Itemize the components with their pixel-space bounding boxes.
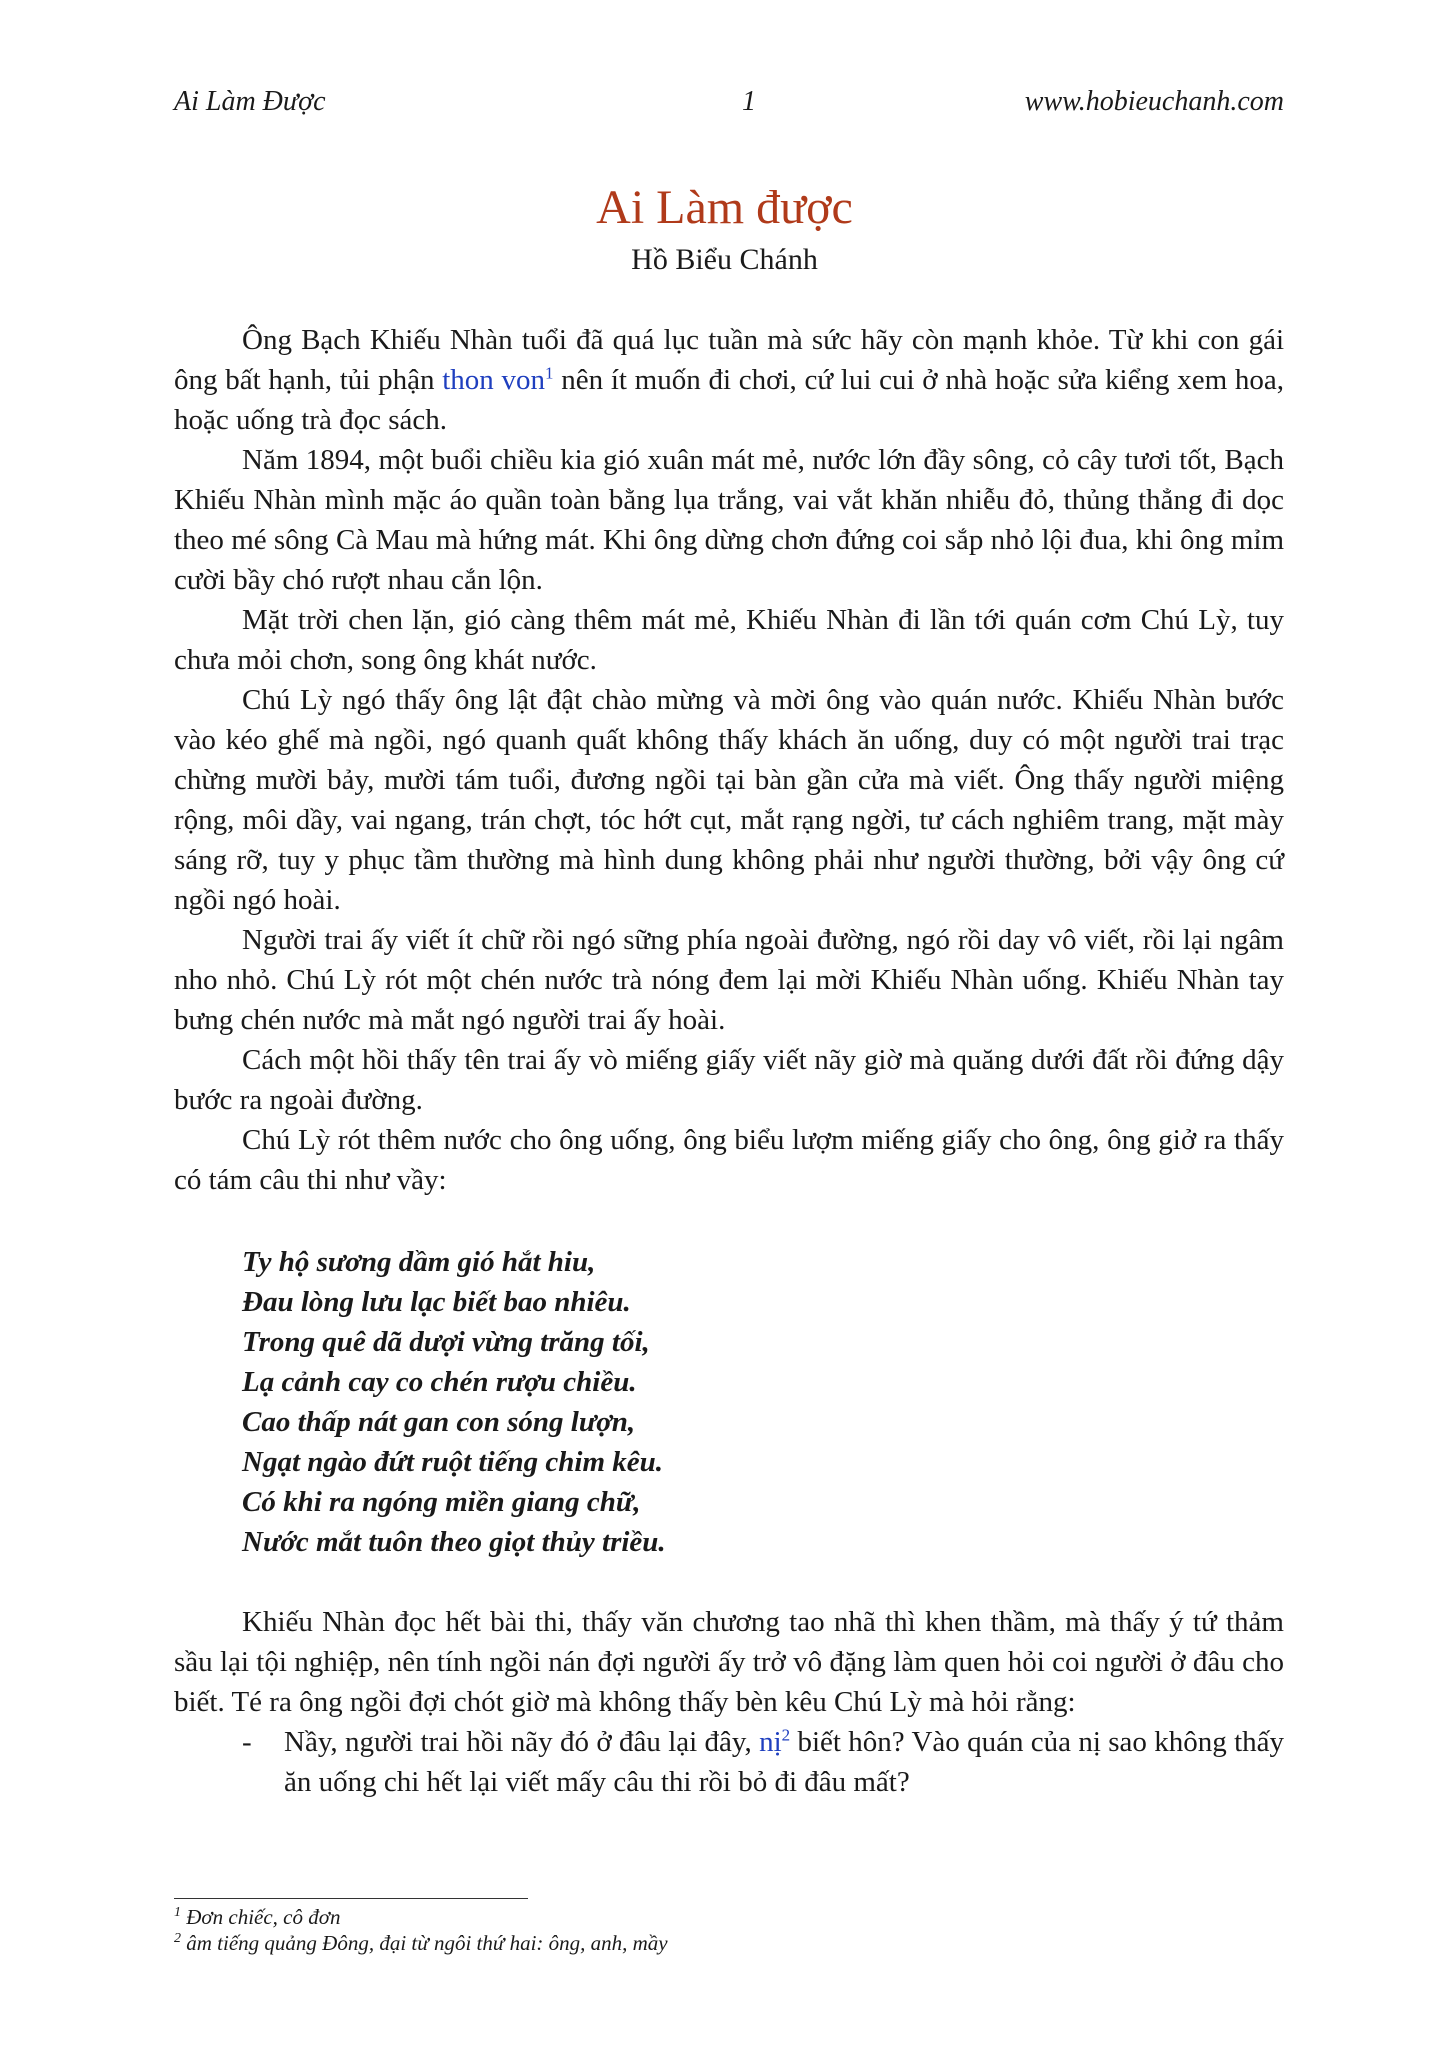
main-text	[174, 320, 1284, 1802]
footnote-mark: 1	[174, 1905, 181, 1920]
running-header	[174, 86, 1284, 122]
paragraph-1	[174, 320, 1284, 440]
poem-line: Lạ cảnh cay co chén rượu chiều.	[242, 1366, 637, 1398]
poem-line: Ty hộ sương dầm gió hắt hiu,	[242, 1246, 596, 1278]
paragraph-3: Mặt trời chen lặn, gió càng thêm mát mẻ, Khiếu Nhàn đi lần tới quán cơm Chú Lỳ, tuy chưa mỏi chơn, song ông khát nước.	[174, 604, 1284, 676]
poem-line: Có khi ra ngóng miền giang chữ,	[242, 1486, 641, 1518]
poem-line: Nước mắt tuôn theo giọt thủy triều.	[242, 1526, 666, 1558]
dialog-line	[174, 1722, 1284, 1802]
poem-line: Trong quê dã dượi vừng trăng tối,	[242, 1326, 650, 1358]
dialog-text-end: biết hôn? Vào quán của nị sao không thấy ăn uống chi hết lại viết mấy câu thi rồi bỏ đi đâu mất?	[284, 1726, 1284, 1798]
footnote-1	[174, 1904, 668, 1930]
poem-line: Ngạt ngào đứt ruột tiếng chim kêu.	[242, 1446, 664, 1478]
dialog-text-start: Nầy, người trai hồi nãy đó ở đâu lại đây,	[284, 1726, 760, 1758]
header-book-title: Ai Làm Được	[174, 86, 326, 117]
paragraph-1-text-end: nên ít muốn đi chơi, cứ lui cui ở nhà hoặc sửa kiểng xem hoa, hoặc uống trà đọc sách.	[174, 364, 1284, 436]
dialog-text	[284, 1722, 1284, 1802]
paragraph-8: Khiếu Nhàn đọc hết bài thi, thấy văn chương tao nhã thì khen thầm, mà thấy ý tứ thảm sầu lại tội nghiệp, nên tính ngồi nán đợi người ấy trở vô đặng làm quen hỏi coi người ở đâu cho biết. Té ra ông ngồi đợi chót giờ mà không thấy bèn kêu Chú Lỳ mà hỏi rằng:	[174, 1606, 1284, 1718]
footnote-text: âm tiếng quảng Đông, đại từ ngôi thứ hai: ông, anh, mầy	[186, 1931, 668, 1955]
poem-line: Đau lòng lưu lạc biết bao nhiêu.	[242, 1286, 631, 1318]
author-name: Hồ Biểu Chánh	[631, 243, 818, 276]
footnote-ref-2[interactable]: 2	[781, 1725, 791, 1745]
book-title: Ai Làm được	[596, 181, 853, 234]
paragraph-5: Người trai ấy viết ít chữ rồi ngó sững phía ngoài đường, ngó rồi day vô viết, rồi lại ngâm nho nhỏ. Chú Lỳ rót một chén nước trà nóng đem lại mời Khiếu Nhàn uống. Khiếu Nhàn tay bưng chén nước mà mắt ngó người trai ấy hoài.	[174, 924, 1284, 1036]
paragraph-2: Năm 1894, một buổi chiều kia gió xuân mát mẻ, nước lớn đầy sông, cỏ cây tươi tốt, Bạch Khiếu Nhàn mình mặc áo quần toàn bằng lụa trắng, vai vắt khăn nhiễu đỏ, thủng thẳng đi dọc theo mé sông Cà Mau mà hứng mát. Khi ông dừng chơn đứng coi sắp nhỏ lội đua, khi ông mỉm cười bầy chó rượt nhau cắn lộn.	[174, 444, 1284, 596]
paragraph-1-text: Ông Bạch Khiếu Nhàn tuổi đã quá lục tuần mà sức hãy còn mạnh khỏe. Từ khi con gái ông bất hạnh, tủi phận	[174, 324, 1284, 396]
footnote-divider	[174, 1898, 528, 1899]
poem	[242, 1242, 1284, 1562]
header-website: www.hobieuchanh.com	[1024, 86, 1284, 117]
footnote-ref-1[interactable]: 1	[544, 363, 554, 383]
page-number: 1	[742, 86, 756, 117]
footnote-text: Đơn chiếc, cô đơn	[186, 1905, 341, 1929]
footnote-mark: 2	[174, 1931, 181, 1946]
footnote-link-thon-von[interactable]: thon von	[442, 364, 545, 396]
footnote-2	[174, 1930, 668, 1956]
footnote-link-ni[interactable]: nị	[759, 1726, 782, 1758]
paragraph-7: Chú Lỳ rót thêm nước cho ông uống, ông biểu lượm miếng giấy cho ông, ông giở ra thấy có tám câu thi như vầy:	[174, 1124, 1284, 1196]
footnotes	[174, 1904, 668, 1956]
poem-line: Cao thấp nát gan con sóng lượn,	[242, 1406, 636, 1438]
paragraph-6: Cách một hồi thấy tên trai ấy vò miếng giấy viết nãy giờ mà quăng dưới đất rồi đứng dậy bước ra ngoài đường.	[174, 1044, 1284, 1116]
dialog-dash: -	[242, 1726, 252, 1758]
paragraph-4: Chú Lỳ ngó thấy ông lật đật chào mừng và mời ông vào quán nước. Khiếu Nhàn bước vào kéo ghế mà ngồi, ngó quanh quất không thấy khách ăn uống, duy có một người trai trạc chừng mười bảy, mười tám tuổi, đương ngồi tại bàn gần cửa mà viết. Ông thấy người miệng rộng, môi dầy, vai ngang, trán chợt, tóc hớt cụt, mắt rạng ngời, tư cách nghiêm trang, mặt mày sáng rỡ, tuy y phục tầm thường mà hình dung không phải như người thường, bởi vậy ông cứ ngồi ngó hoài.	[174, 684, 1284, 916]
